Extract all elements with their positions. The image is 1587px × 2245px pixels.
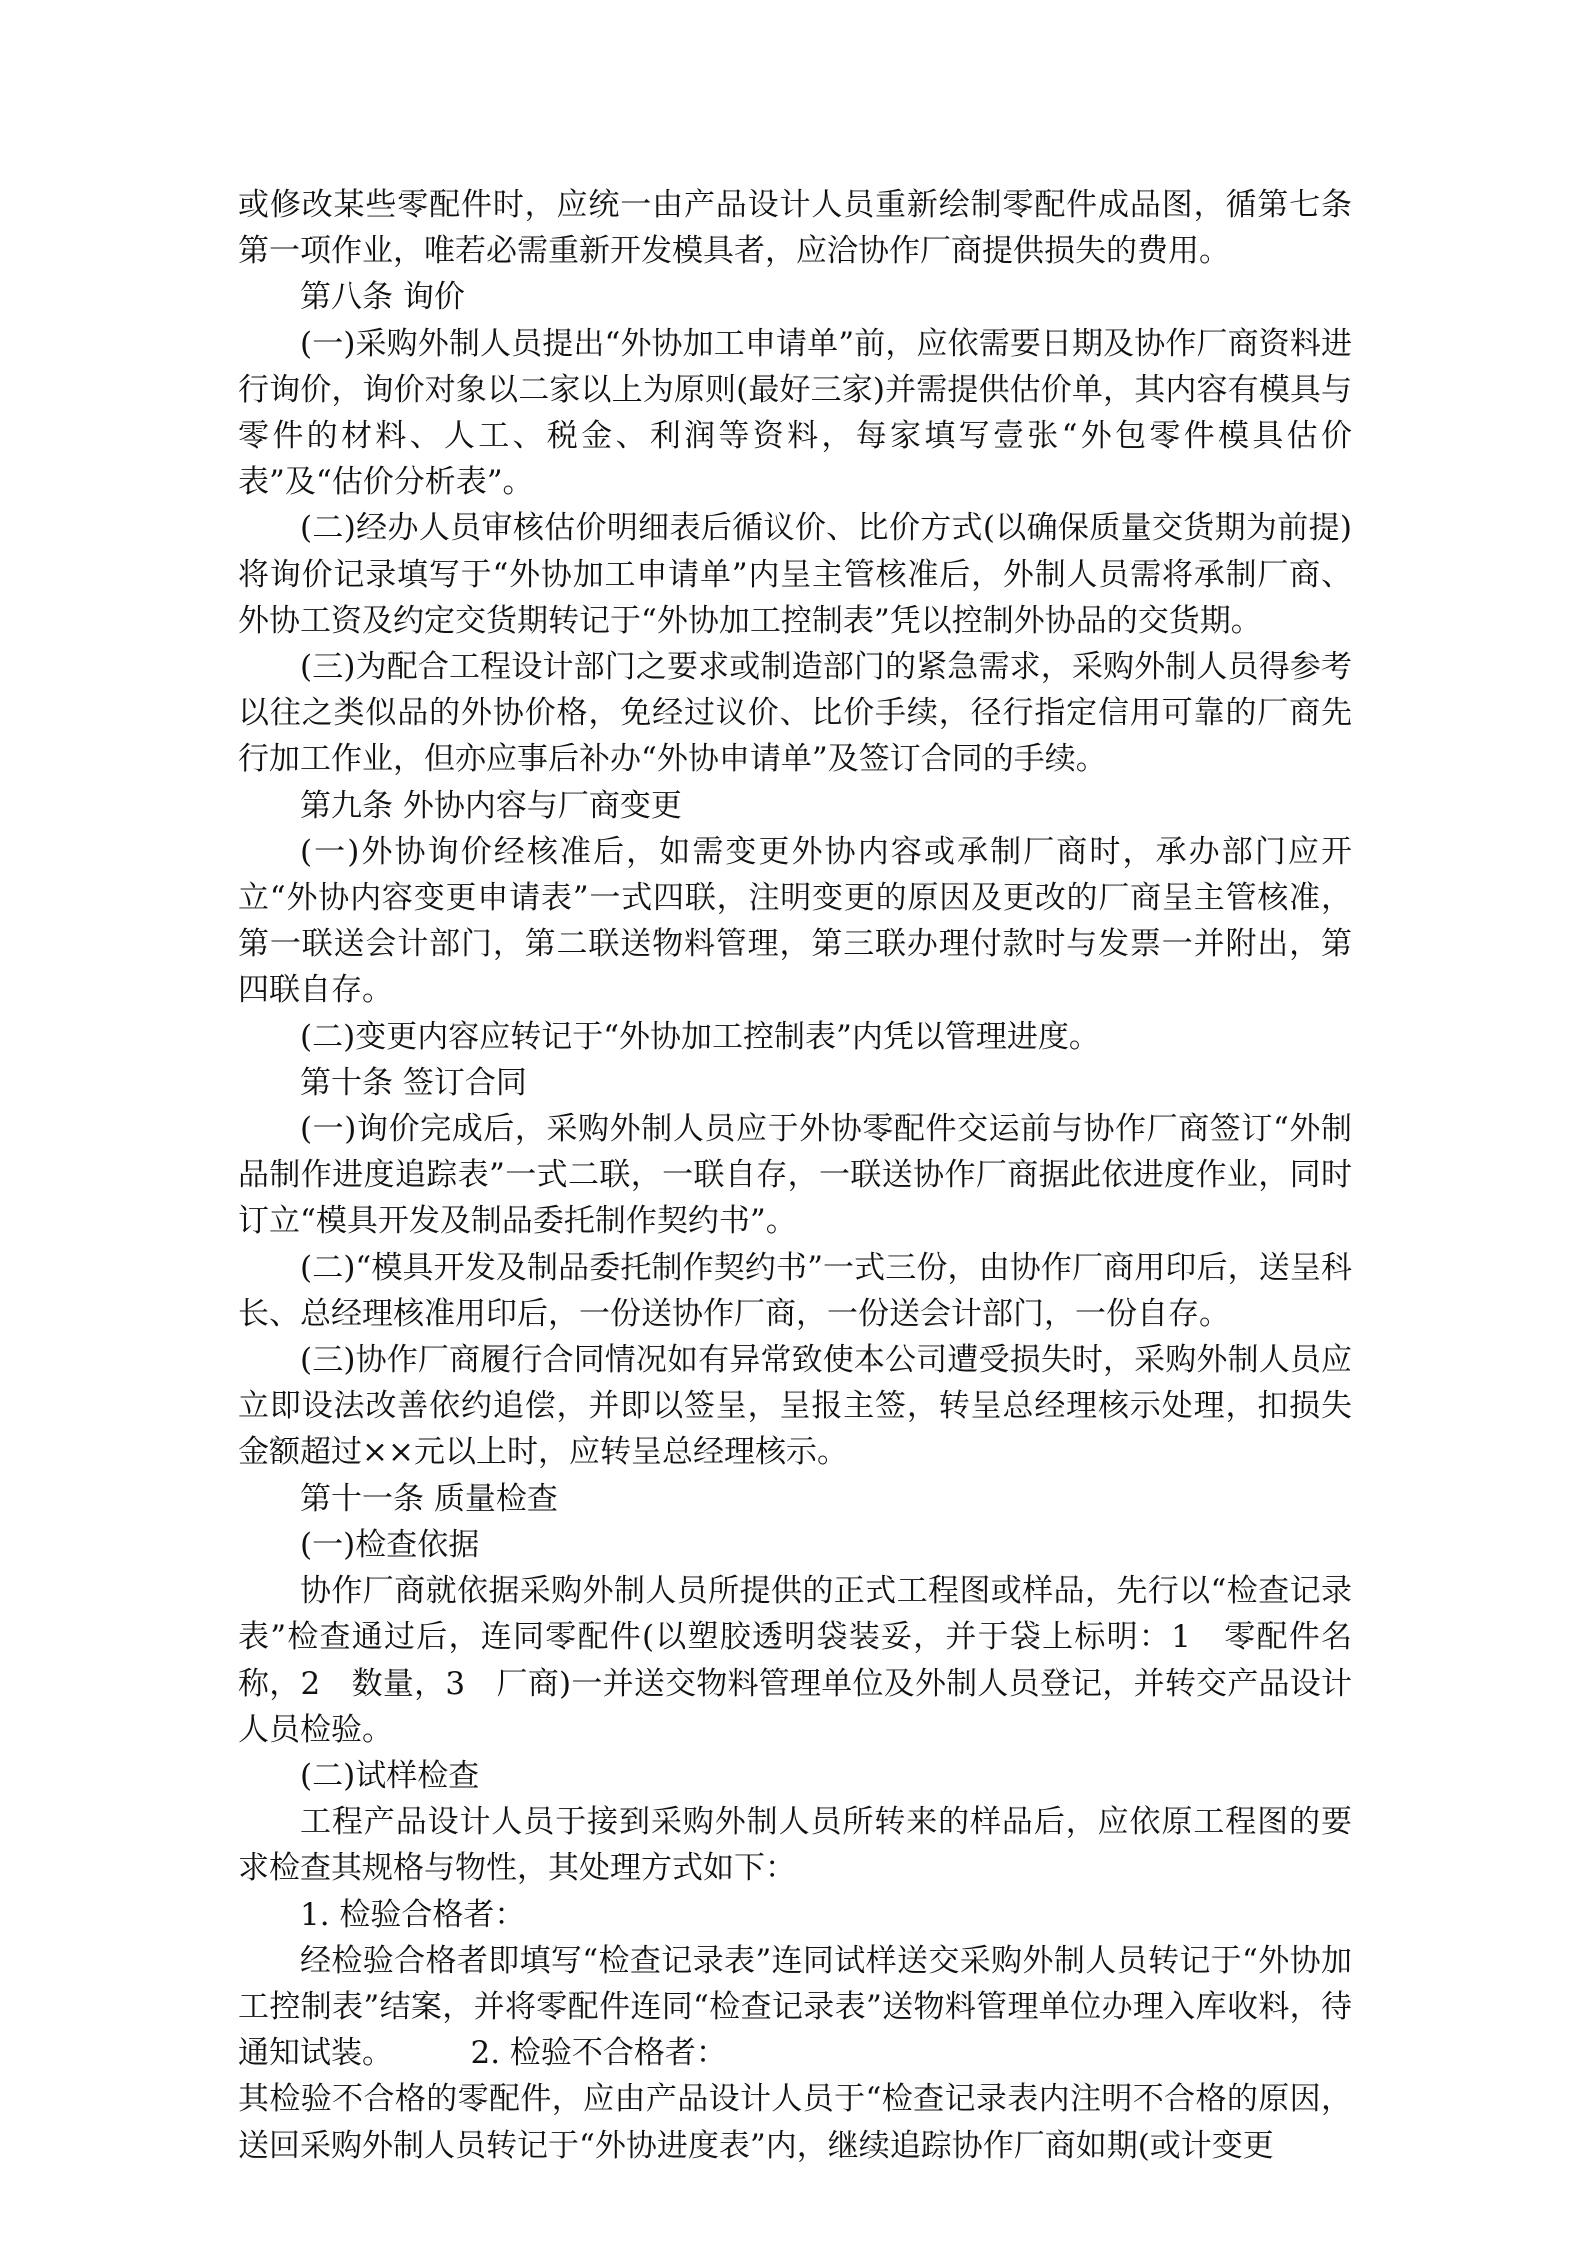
paragraph-10-3: (三)协作厂商履行合同情况如有异常致使本公司遭受损失时，采购外制人员应立即设法改善依约追偿，并即以签呈，呈报主签，转呈总经理核示处理，扣损失金额超过××元以上时，应转呈总经理核示。: [238, 1342, 1352, 1471]
heading-article-11: 第十一条 质量检查: [300, 1480, 558, 1517]
subheading-11-1: (一)检查依据: [300, 1526, 480, 1563]
paragraph-9-1: (一)外协询价经核准后，如需变更外协内容或承制厂商时，承办部门应开立“外协内容变更申请表”一式四联，注明变更的原因及更改的厂商呈主管核准，第一联送会计部门，第二联送物料管理，第三联办理付款时与发票一并附出，第四联自存。: [238, 833, 1352, 1009]
subheading-11-2: (二)试样检查: [300, 1757, 480, 1794]
document-page: [238, 182, 1352, 2169]
paragraph-11-1: 协作厂商就依据采购外制人员所提供的正式工程图或样品，先行以“检查记录表”检查通过后，连同零配件(以塑胶透明袋装妥，并于袋上标明：1 零配件名称，2 数量，3 厂商)一并送交物料管理单位及外制人员登记，并转交产品设计人员检验。: [238, 1573, 1352, 1748]
paragraph-pass: 经检验合格者即填写“检查记录表”连同试样送交采购外制人员转记于“外协加工控制表”结案，并将零配件连同“检查记录表”送物料管理单位办理入库收料，待通知试装。 2. 检验不合格者：: [238, 1942, 1352, 2072]
paragraph-10-2: (二)“模具开发及制品委托制作契约书”一式三份，由协作厂商用印后，送呈科长、总经理核准用印后，一份送协作厂商，一份送会计部门，一份自存。: [238, 1249, 1352, 1332]
paragraph-8-1: (一)采购外制人员提出“外协加工申请单”前，应依需要日期及协作厂商资料进行询价，询价对象以二家以上为原则(最好三家)并需提供估价单，其内容有模具与零件的材料、人工、税金、利润等资料，每家填写壹张“外包零件模具估价表”及“估价分析表”。: [238, 325, 1352, 501]
paragraph-fail: 其检验不合格的零配件，应由产品设计人员于“检查记录表内注明不合格的原因，送回采购外制人员转记于“外协进度表”内，继续追踪协作厂商如期(或计变更: [238, 2081, 1352, 2164]
paragraph-continuation: 或修改某些零配件时，应统一由产品设计人员重新绘制零配件成品图，循第七条第一项作业，唯若必需重新开发模具者，应洽协作厂商提供损失的费用。: [238, 187, 1352, 270]
paragraph-9-2: (二)变更内容应转记于“外协加工控制表”内凭以管理进度。: [300, 1018, 1100, 1055]
paragraph-8-3: (三)为配合工程设计部门之要求或制造部门的紧急需求，采购外制人员得参考以往之类似品的外协价格，免经过议价、比价手续，径行指定信用可靠的厂商先行加工作业，但亦应事后补办“外协申请单”及签订合同的手续。: [238, 649, 1352, 778]
heading-article-9: 第九条 外协内容与厂商变更: [300, 787, 682, 824]
heading-article-8: 第八条 询价: [300, 279, 465, 316]
heading-article-10: 第十条 签订合同: [300, 1064, 527, 1101]
list-item-pass: 1. 检验合格者：: [300, 1896, 526, 1933]
paragraph-10-1: (一)询价完成后，采购外制人员应于外协零配件交运前与协作厂商签订“外制品制作进度追踪表”一式二联，一联自存，一联送协作厂商据此依进度作业，同时订立“模具开发及制品委托制作契约书”。: [238, 1111, 1352, 1240]
paragraph-11-2: 工程产品设计人员于接到采购外制人员所转来的样品后，应依原工程图的要求检查其规格与物性，其处理方式如下：: [238, 1804, 1352, 1887]
paragraph-8-2: (二)经办人员审核估价明细表后循议价、比价方式(以确保质量交货期为前提)将询价记录填写于“外协加工申请单”内呈主管核准后，外制人员需将承制厂商、外协工资及约定交货期转记于“外协加工控制表”凭以控制外协品的交货期。: [238, 510, 1352, 639]
